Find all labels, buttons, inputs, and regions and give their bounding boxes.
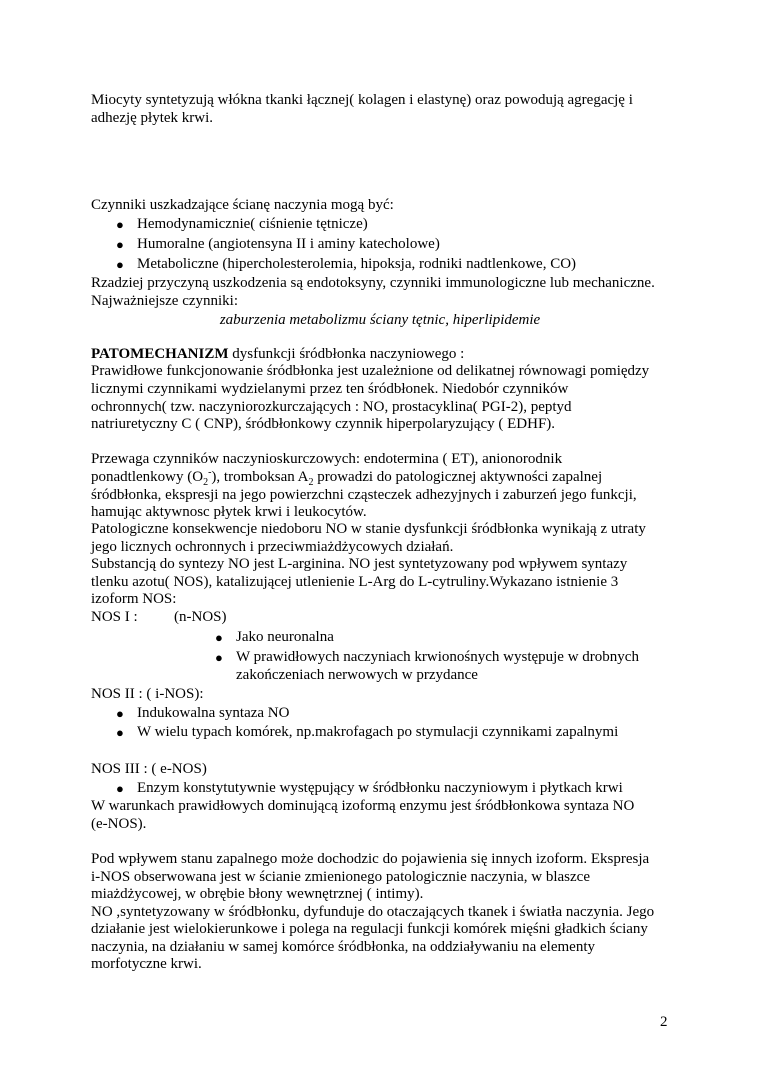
paragraph-line: działanie jest wielokierunkowe i polega na regulacji funkcji komórek mięśni gładkich ściany xyxy=(91,921,648,937)
document-page: Miocyty syntetyzują włókna tkanki łącznej( kolagen i elastynę) oraz powodują agregację i adhezję płytek krwi. Czynniki uszkadzające ścianę naczynia mogą być: ● Hemodynamicznie( ciśnienie tętnicze) ● Humoralne (angiotensyna II i aminy katecholowe) ● Metaboliczne (hipercholesterolemia, hipoksja, rodniki nadtlenkowe, CO) Rzadziej przyczyną uszkodzenia są endotoksyny, czynniki immunologiczne lub mechaniczne. Najważniejsze czynniki: zaburzenia metabolizmu ściany tętnic, hiperlipidemie PATOMECHANIZM dysfunkcji śródbłonka naczyniowego : Prawidłowe funkcjonowanie śródbłonka jest uzależnione od delikatnej równowagi pomiędzy licznymi czynnikami wydzielanymi przez ten śródbłonek. Niedobór czynników ochronnych( tzw. naczyniorozkurczających : NO, prostacyklina( PGI-2), peptyd natriuretyczny C ( CNP), śródbłonkowy czynnik hiperpolaryzujący ( EDHF). Przewaga czynników naczynioskurczowych: endotermina ( ET), anionorodnik ponadtlenkowy $(O_2^-)$, tromboksan $A_2$ prowadzi do patologicznej aktywności zapalnej śródbłonka, ekspresji na jego powierzchni cząsteczek adhezyjnych i zaburzeń jego funkcji, hamując aktywnosc płytek krwi i leukocytów. Patologiczne konsekwencje niedoboru NO w stanie dysfunkcji śródbłonka wynikają z utraty jego licznych ochronnych i przeciwmiażdżycowych działań. Substancją do syntezy NO jest L-arginina. NO jest syntetyzowany pod wpływem syntazy tlenku azotu( NOS), katalizującej utlenienie L-Arg do L-cytruliny.Wykazano istnienie 3 izoform NOS: NOS I : (n-NOS) ● Jako neuronalna ● W prawidłowych naczyniach krwionośnych występuje w drobnych zakończeniach nerwowych w przydance NOS II : ( i-NOS): ● Indukowalna syntaza NO ● W wielu typach komórek, np.makrofagach po stymulacji czynnikami zapalnymi NOS III : ( e-NOS) ● Enzym konstytutywnie występujący w śródbłonku naczyniowym i płytkach krwi W warunkach prawidłowych dominującą izoformą enzymu jest śródbłonkowa syntaza NO (e-NOS). Pod wpływem stanu zapalnego może dochodzic do pojawienia się innych izoform. Ekspresja i-NOS obserwowana jest w ścianie zmienionego patologicznie naczynia, w blaszce miażdżycowej, w obrębie błony wewnętrznej ( intimy). NO ,syntetyzowany w śródbłonku, dyfunduje do otaczających tkanek i światła naczynia. Jego działanie jest wielokierunkowe i polega na regulacji funkcji komórek mięśni gładkich ściany naczynia, na działaniu w samej komórce śródbłonka, na oddziaływaniu na elementy morfotyczne krwi. 2 xyxy=(0,0,760,1075)
factors-intro: Czynniki uszkadzające ścianę naczynia mogą być: xyxy=(91,197,394,213)
bullet-icon: ● xyxy=(116,706,124,721)
paragraph-line: natriuretyczny C ( CNP), śródbłonkowy czynnik hiperpolaryzujący ( EDHF). xyxy=(91,416,556,432)
nos1-label: NOS I : xyxy=(91,609,138,625)
paragraph-line: NO ,syntetyzowany w śródbłonku, dyfunduje do otaczających tkanek i światła naczynia. Jego xyxy=(91,904,655,920)
heading-bold: PATOMECHANIZM xyxy=(91,346,229,362)
paragraph-line: Rzadziej przyczyną uszkodzenia są endotoksyny, czynniki immunologiczne lub mechaniczne. xyxy=(91,275,655,291)
bullet-icon: ● xyxy=(116,781,124,796)
paragraph-line: licznymi czynnikami wydzielanymi przez ten śródbłonek. Niedobór czynników xyxy=(91,381,569,397)
list-item-continuation: zakończeniach nerwowych w przydance xyxy=(236,667,478,683)
paragraph-line: Substancją do syntezy NO jest L-arginina. NO jest syntetyzowany pod wpływem syntazy xyxy=(91,556,628,572)
paragraph-line: Patologiczne konsekwencje niedoboru NO w stanie dysfunkcji śródbłonka wynikają z utraty xyxy=(91,521,646,537)
page-number: 2 xyxy=(660,1014,668,1030)
bullet-icon: ● xyxy=(116,237,124,252)
paragraph-line: miażdżycowej, w obrębie błony wewnętrznej ( intimy). xyxy=(91,886,424,902)
paragraph-line: (e-NOS). xyxy=(91,816,147,832)
paragraph-line: Prawidłowe funkcjonowanie śródbłonka jest uzależnione od delikatnej równowagi pomiędzy xyxy=(91,363,650,379)
bullet-icon: ● xyxy=(116,725,124,740)
paragraph-line: Przewaga czynników naczynioskurczowych: endotermina ( ET), anionorodnik xyxy=(91,451,563,467)
centered-italic-line: zaburzenia metabolizmu ściany tętnic, hiperlipidemie xyxy=(219,312,541,328)
paragraph-line: Miocyty syntetyzują włókna tkanki łącznej( kolagen i elastynę) oraz powodują agregację i xyxy=(91,92,633,108)
paragraph-line: Najważniejsze czynniki: xyxy=(91,293,239,309)
paragraph-line: morfotyczne krwi. xyxy=(91,956,202,972)
paragraph-line: hamując aktywnosc płytek krwi i leukocytów. xyxy=(91,504,367,520)
paragraph-line: i-NOS obserwowana jest w ścianie zmienionego patologicznie naczynia, w blaszce xyxy=(91,869,590,885)
paragraph-line: naczynia, na działaniu w samej komórce śródbłonka, na oddziaływaniu na elementy xyxy=(91,939,595,955)
paragraph-line: ochronnych( tzw. naczyniorozkurczających : NO, prostacyklina( PGI-2), peptyd xyxy=(91,399,572,415)
bullet-icon: ● xyxy=(215,650,223,665)
nos3-label: NOS III : ( e-NOS) xyxy=(91,761,207,777)
paragraph-line: adhezję płytek krwi. xyxy=(91,110,214,126)
paragraph-line: W warunkach prawidłowych dominującą izoformą enzymu jest śródbłonkowa syntaza NO xyxy=(91,798,635,814)
nos2-label: NOS II : ( i-NOS): xyxy=(91,686,204,702)
paragraph-line: tlenku azotu( NOS), katalizującej utlenienie L-Arg do L-cytruliny.Wykazano istnienie 3 xyxy=(91,574,619,590)
paragraph-line: jego licznych ochronnych i przeciwmiażdżycowych działań. xyxy=(91,539,454,555)
bullet-icon: ● xyxy=(215,630,223,645)
bullet-icon: ● xyxy=(116,217,124,232)
section-heading: PATOMECHANIZM dysfunkcji śródbłonka naczyniowego : xyxy=(91,346,465,362)
bullet-icon: ● xyxy=(116,257,124,272)
paragraph-line: śródbłonka, ekspresji na jego powierzchni cząsteczek adhezyjnych i zaburzeń jego funkcji, xyxy=(91,487,637,503)
paragraph-line: Pod wpływem stanu zapalnego może dochodzic do pojawienia się innych izoform. Ekspresja xyxy=(91,851,650,867)
nos1-abbr: (n-NOS) xyxy=(174,609,227,625)
paragraph-line: ponadtlenkowy $(O_2^-)$, tromboksan $A_2$ prowadzi do patologicznej aktywności zapalnej xyxy=(91,467,603,488)
paragraph-line: izoform NOS: xyxy=(91,591,177,607)
